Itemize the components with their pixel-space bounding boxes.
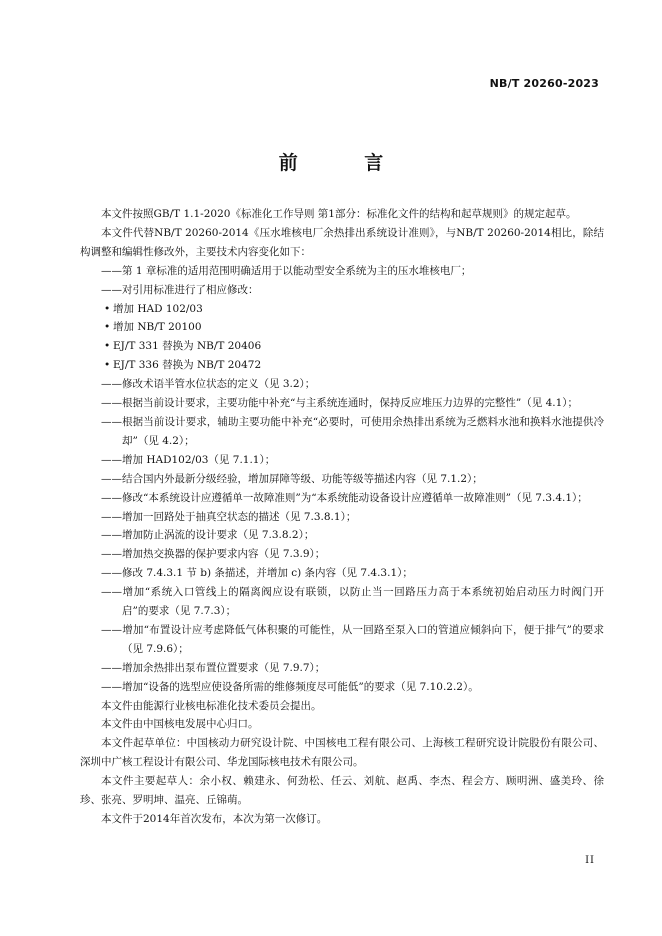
paragraph-drafting-units: 本文件起草单位：中国核动力研究设计院、中国核电工程有限公司、上海核工程研究设计院股份有限公司、深圳中广核工程设计有限公司、华龙国际核电技术有限公司。 bbox=[80, 737, 604, 769]
bullet-text: EJ/T 336 替换为 NB/T 20472 bbox=[113, 359, 262, 372]
bullet-dot-icon: • bbox=[104, 321, 111, 334]
change-item: ——对引用标准进行了相应修改： bbox=[101, 283, 259, 296]
paragraph-proposer: 本文件由能源行业核电标准化技术委员会提出。 bbox=[101, 699, 322, 712]
change-item: ——修改术语半管水位状态的定义（见 3.2）； bbox=[101, 378, 316, 391]
change-item: ——根据当前设计要求，辅助主要功能中补充“必要时，可使用余热排出系统为乏燃料水池和换料水池提供冷却”（见 4.2）； bbox=[101, 415, 604, 447]
bullet-text: 增加 HAD 102/03 bbox=[113, 302, 203, 315]
change-item: ——增加“设备的选型应使设备所需的维修频度尽可能低”的要求（见 7.10.2.2）。 bbox=[101, 680, 479, 693]
paragraph-drafting-rule: 本文件按照GB/T 1.1-2020《标准化工作导则 第1部分：标准化文件的结构和起草规则》的规定起草。 bbox=[101, 208, 577, 220]
paragraph-administrator: 本文件由中国核电发展中心归口。 bbox=[101, 718, 259, 731]
bullet-text: 增加 NB/T 20100 bbox=[113, 321, 202, 334]
bullet-dot-icon: • bbox=[104, 340, 111, 353]
change-item: ——增加“系统入口管线上的隔离阀应设有联锁，以防止当一回路压力高于本系统初始启动压力时阀门开启”的要求（见 7.7.3）； bbox=[101, 586, 604, 618]
paragraph-replacement: 本文件代替NB/T 20260-2014《压水堆核电厂余热排出系统设计准则》，与NB/T 20260-2014相比，除结构调整和编辑性修改外，主要技术内容变化如下： bbox=[80, 226, 604, 258]
change-item: ——根据当前设计要求，主要功能中补充“与主系统连通时，保持反应堆压力边界的完整性”（见 4.1）； bbox=[101, 397, 579, 410]
change-item: ——第 1 章标准的适用范围明确适用于以能动型安全系统为主的压水堆核电厂； bbox=[101, 264, 472, 277]
bullet-item bbox=[80, 300, 604, 319]
document-body bbox=[80, 205, 604, 829]
page-title: 前 言 bbox=[278, 152, 414, 174]
change-item: ——增加余热排出泵布置位置要求（见 7.9.7）； bbox=[101, 661, 326, 674]
standard-code: NB/T 20260-2023 bbox=[489, 77, 599, 90]
page-number: II bbox=[585, 855, 595, 866]
bullet-dot-icon: • bbox=[104, 302, 111, 315]
change-item: ——结合国内外最新分级经验，增加屏障等级、功能等级等描述内容（见 7.1.2）； bbox=[101, 472, 483, 485]
paragraph-history: 本文件于2014年首次发布，本次为第一次修订。 bbox=[101, 813, 328, 825]
change-item: ——增加防止涡流的设计要求（见 7.3.8.2）； bbox=[101, 529, 315, 542]
paragraph-drafters: 本文件主要起草人：余小权、赖建永、何劲松、任云、刘航、赵禹、李杰、程会方、顾明洲、盛美玲、徐珍、张亮、罗明坤、温亮、丘锦萌。 bbox=[80, 775, 604, 807]
change-item: ——增加“布置设计应考虑降低气体积聚的可能性，从一回路至泵入口的管道应倾斜向下，便于排气”的要求（见 7.9.6）； bbox=[101, 623, 604, 655]
change-item: ——增加 HAD102/03（见 7.1.1）； bbox=[101, 453, 276, 466]
bullet-item bbox=[80, 356, 604, 375]
bullet-text: EJ/T 331 替换为 NB/T 20406 bbox=[113, 340, 262, 353]
change-item: ——修改 7.4.3.1 节 b) 条描述，并增加 c) 条内容（见 7.4.3.1）； bbox=[101, 567, 413, 580]
bullet-item bbox=[80, 318, 604, 337]
bullet-dot-icon: • bbox=[104, 359, 111, 372]
change-item: ——增加热交换器的保护要求内容（见 7.3.9）； bbox=[101, 548, 326, 561]
change-item: ——修改“本系统设计应遵循单一故障准则”为“本系统能动设备设计应遵循单一故障准则”（见 7.3.4.1）； bbox=[101, 491, 588, 504]
change-item: ——增加一回路处于抽真空状态的描述（见 7.3.8.1）； bbox=[101, 510, 357, 523]
bullet-item bbox=[80, 337, 604, 356]
